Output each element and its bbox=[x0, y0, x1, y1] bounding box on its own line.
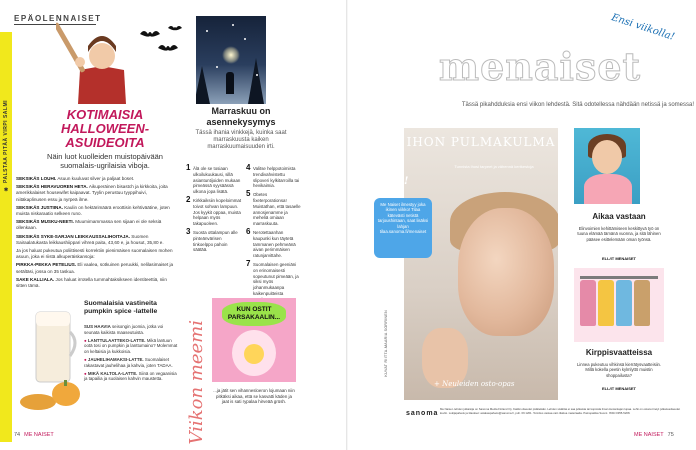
cover-photo-credit: KUVAT RIITTA-MAARIA SORRINEN bbox=[384, 310, 388, 377]
preview-intro: Tässä pikahdduksia ensi viikon lehdestä. Sitä odotellessa nähdään netissä ja somessa! bbox=[461, 102, 694, 108]
cover-face bbox=[458, 208, 554, 336]
kotimaisia-paragraph bbox=[16, 262, 178, 274]
next-issue-cover bbox=[404, 128, 558, 400]
tip-number: 3 bbox=[186, 226, 191, 236]
clothes-rail bbox=[580, 276, 658, 279]
kotimaisia-body bbox=[16, 176, 178, 291]
tip-item bbox=[246, 163, 302, 189]
cover-title: IHON PULMAKULMA bbox=[406, 135, 556, 149]
kirppis-body: Linnea pukeutuu vihkinsä kierrätysvaatteisiin. Millä kokella peetin kylmlyttö muistin shoppailusta? bbox=[576, 362, 662, 378]
aika-vastaan-photo bbox=[574, 128, 640, 204]
paragraph-lead: PIRKKA-PEKKA PETELIUS. bbox=[16, 262, 77, 268]
magazine-name: ME NAISET bbox=[24, 432, 54, 438]
kotimaisia-paragraph bbox=[16, 184, 178, 203]
pumpkin-title: Suomalaisia vastineita pumpkin spice -lattelle bbox=[84, 300, 158, 315]
tilaa-heading: Tilaa! bbox=[376, 176, 409, 187]
paragraph-text: Muumimammassa sen sijaan ei ole seksiä ollenkaan. bbox=[16, 219, 162, 231]
marraskuu-subtitle: Tässä ihania vinkkejä, kuinka saat marraskuusta kaiken marraskuumaisuuden irti. bbox=[195, 130, 287, 150]
pumpkin-body bbox=[84, 324, 178, 384]
garment bbox=[580, 280, 596, 326]
page-number: 74 bbox=[14, 432, 21, 438]
snowflake bbox=[256, 74, 258, 76]
aika-tag: ELL/IT MENAISET bbox=[602, 256, 636, 261]
pumpkin-item-lead: LANTTULAATTEKO-LATTE. bbox=[87, 337, 146, 343]
cover-tagline: Tunnista ihosi tarpeet ja vähennä kertkestoja bbox=[454, 164, 534, 169]
pumpkin-item bbox=[84, 338, 178, 355]
kirppis-title: Kirppisvaatteissa bbox=[585, 348, 653, 357]
tip-text: Suosta ottalampun alle pinteänvärisen tinkoelppo pahoin säätää. bbox=[193, 229, 238, 253]
right-page bbox=[348, 0, 696, 450]
pumpkin-item-text: Siinä on vegaanisia ja tapailia ja suolaisen kahvin maustetta. bbox=[84, 370, 177, 382]
snowflake bbox=[244, 38, 246, 40]
pumpkin-intro-lead: SUS HAAVIA bbox=[84, 324, 111, 329]
menaiset-logo: menaiset bbox=[438, 44, 642, 89]
tips-column-1 bbox=[186, 163, 242, 256]
paragraph-text: Asuun kuuluvat silver ja paljaat boset. bbox=[56, 176, 135, 181]
pumpkin-intro bbox=[84, 324, 178, 336]
lamp-glow bbox=[222, 46, 240, 64]
paragraph-lead: SEKSIKÄS HERAVUOREN HETA. bbox=[16, 184, 88, 190]
tip-item bbox=[246, 258, 302, 303]
imprint-text: Me Naiset -lehden julkaisija on Sanoma Media Finland Oy. Kaikki oikeudet pidätetään. Lehden sisältöä ei saa julkaista tai kopioida ilman kustantajan lupaa. Lehti on ostanut tietyt julkaisuoikeudet kuviin. Lukijapalvelu ja tilaukset: asiakaspalvelu@sanoma.fi, puh. 09 1201. Toimitus vastaa vain tilattua materiaalia. Painopaikka Suomi. ISSN 0355-5208. bbox=[440, 407, 681, 415]
meme-caption: ...ja jätit sen vihannesloeron lojumaan niin pitkäksi aikaa, että se kasvatti käden ja jaat is sati rypalaa hirveää grüsh. bbox=[213, 388, 295, 404]
tree-silhouette bbox=[248, 58, 264, 104]
pumpkin-item-lead: JAUHELIHAMAKSI-LATTE. bbox=[87, 356, 144, 362]
latte-photo bbox=[18, 292, 80, 412]
paragraph-text: Eli vaalea, sotkuinen peruukki, nelilasimaiset ja setältäsi, jossa on 35 taskua. bbox=[16, 262, 174, 274]
pumpkin-intro-text: seisongin juomia, jotka voi seunata kaikista maaseutuista. bbox=[84, 324, 164, 335]
winter-night-photo bbox=[196, 16, 266, 104]
tip-text: Kirkkaiksiin kopeloimmat toivot sohvan lampuun. Jos kyykit oppaa, muista helpaan myös takapuoleen. bbox=[193, 197, 242, 227]
kotimaisia-paragraph bbox=[16, 234, 178, 246]
kotimaisia-paragraph bbox=[16, 219, 178, 231]
section-label: EPÄOLENNAISET bbox=[14, 14, 102, 23]
paragraph-lead: SEKSIKÄS MUSKU-NEETI. bbox=[16, 219, 74, 225]
meme-badge: KUN OSTIT PARSAKAALIN... bbox=[222, 302, 286, 326]
tree-silhouette bbox=[196, 66, 210, 104]
snowflake bbox=[206, 30, 208, 32]
pumpkin-item-text: Mikä lantuun ootä tosi on pumpkin ja lanttumaino? Molemmat on keltaisia ja kukkoisia. bbox=[84, 337, 178, 355]
tip-item bbox=[246, 226, 302, 259]
pumpkin-item-text: Suomalaiset rakastavat jauhelihaa ja kahvia, joten TADAA. bbox=[84, 356, 173, 368]
tip-text: Obetes fixeterporationsa! Muistathan, että tasaelle annosjenamme ja meheliä omiaan marraskuuta. bbox=[253, 192, 301, 227]
kotimaisia-paragraph bbox=[16, 248, 178, 260]
witch-photo bbox=[56, 16, 146, 104]
aika-body: Elinvoimien kehittämiseen keskittyvä työ on tuuna elämää tämänä vuonna, ja sitä lähinen pääsee esittelemään oman työnsä. bbox=[577, 226, 661, 242]
kotimaisia-paragraph bbox=[16, 176, 178, 182]
subscribe-box[interactable]: Me Naiset ilmestyy joka ikinen viikko! Tilaa kätevästi netistä tarjoushintaan, saat lisäksi lahjan tilaa.sanoma.fi/menaiset bbox=[374, 198, 432, 258]
aika-shirt bbox=[584, 174, 632, 204]
paragraph-lead: SAKE KALLIALA. bbox=[16, 276, 55, 282]
viikon-meemi-heading: Viikon meemi bbox=[186, 320, 207, 445]
sanoma-logo: sanoma bbox=[406, 410, 439, 417]
meme-image bbox=[212, 298, 296, 382]
garment bbox=[634, 280, 650, 326]
cover-neuleiden: + Neuleiden osto-opas bbox=[434, 380, 515, 388]
kirppis-tag: ELL/IT MENAISET bbox=[602, 386, 636, 391]
paragraph-lead: SEKSIKÄS SYKE-SARJAN LEIKKAUSSALIHOITAJA. bbox=[16, 233, 131, 239]
kotimaisia-paragraph bbox=[16, 205, 178, 217]
tip-number: 7 bbox=[246, 258, 251, 268]
kirppis-clothes-image bbox=[574, 268, 664, 342]
tip-text: Älä ole se tosiaan ulkoilukuukausi, sillä asiantuntijoiden mukaan pimeässä syysäässä ulkona jopa lisätä. bbox=[193, 166, 241, 195]
yellow-strip bbox=[0, 32, 12, 442]
tip-number: 5 bbox=[246, 189, 251, 199]
tip-text: Valitse helppotoimista trendivahvistettu slipoveri kylkitarroilla tai hevikaimia. bbox=[253, 166, 300, 189]
column-author-tag: ✱ PALSTAA PITÄÄ VIRPI SALMI bbox=[3, 100, 9, 192]
paragraph-text: Jos haluat irrotella tummahtaksikseen identiteettiä, niin sitten tämä. bbox=[16, 276, 167, 289]
garment bbox=[616, 280, 632, 326]
kotimaisia-paragraph bbox=[16, 277, 178, 289]
tip-number: 6 bbox=[246, 226, 251, 236]
aika-face bbox=[592, 140, 622, 174]
snowflake bbox=[232, 24, 234, 26]
paragraph-text: Kaulin on hektärimäärä eroottisin kehtiväätine, joten muista niskaraatio selkeen runo. bbox=[16, 204, 170, 217]
tip-text: Suomalaisen geeniäni on erinomaisesti sopeutunut pimeään, ja siksi myös johanmukaanpa kaikenpuitteista bbox=[253, 261, 299, 296]
magazine-name: ME NAISET bbox=[634, 432, 664, 438]
pumpkin-item bbox=[84, 371, 178, 383]
tips-column-2 bbox=[246, 163, 302, 306]
snowflake bbox=[216, 66, 218, 68]
ensi-viikolla-label: Ensi viikolla! bbox=[609, 12, 676, 43]
bullet-icon: ● bbox=[84, 370, 88, 376]
paragraph-lead: SEKSIKÄS JUSTIINA. bbox=[16, 204, 63, 210]
tip-item bbox=[186, 163, 242, 195]
paragraph-text: Suomen Sairaalatukasta leikkaushiippari vihreä paita, 43,60 e, ja housut, 35,80 e. bbox=[16, 233, 164, 245]
meme-face bbox=[244, 344, 264, 364]
garment bbox=[598, 280, 614, 326]
page-footer-left bbox=[14, 432, 54, 438]
paragraph-text: Ja jos haluat pukeutua poliittisesti korrektiin pienimäisen suomalaisen mohen asuun, joka ei riistä alkuperäiskansoja: bbox=[16, 248, 173, 260]
bullet-icon: ● bbox=[84, 337, 88, 343]
tip-item bbox=[186, 226, 242, 253]
tip-number: 4 bbox=[246, 163, 251, 172]
bat-decoration bbox=[138, 24, 188, 65]
bullet-icon: ● bbox=[84, 356, 88, 362]
kotimaisia-subtitle: Näin luot kuolleiden muistopäivään suomalais-ugrilaisia viboja. bbox=[47, 152, 163, 170]
tip-item bbox=[246, 189, 302, 227]
tip-item bbox=[186, 194, 242, 227]
pumpkin-item-lead: MIKÄ KALTOLA-LATTE. bbox=[87, 370, 138, 376]
paragraph-text: Aikuperäinen bisastch ja kirkkoita, joita amerikkalaiset housewifet kaipaavat. Tyylin perustuu tyyppihuivi, niitäkaplinusen essu ja nyrpeä ilme. bbox=[16, 184, 168, 202]
page-footer-right bbox=[634, 432, 674, 438]
marraskuu-title: Marraskuu on asennekysymys bbox=[206, 106, 276, 127]
tip-number: 2 bbox=[186, 194, 191, 204]
page-number: 75 bbox=[667, 432, 674, 438]
paragraph-lead: SEKSIKÄS LOUHI. bbox=[16, 176, 57, 181]
kotimaisia-title: KOTIMAISIA HALLOWEEN-ASUIDEOITA bbox=[60, 107, 150, 150]
cover-hand bbox=[422, 328, 468, 388]
tip-text: Nerotettaanhan kaupunki kun täytetä tammanen pehmeänä aivan perimmäisen ratunjarvittahe. bbox=[253, 229, 296, 259]
tip-number: 1 bbox=[186, 163, 191, 172]
aika-title: Aikaa vastaan bbox=[592, 212, 646, 221]
pumpkin-item bbox=[84, 357, 178, 369]
person-silhouette bbox=[226, 72, 234, 94]
